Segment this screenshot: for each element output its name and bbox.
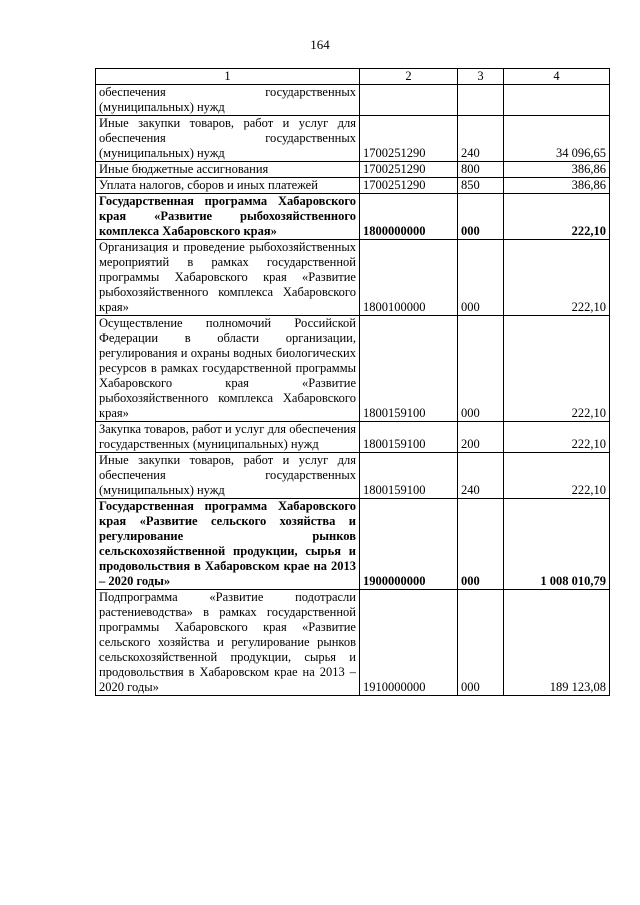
row-sum-cell: 386,86	[504, 162, 610, 178]
row-code-cell: 1800000000	[360, 194, 458, 240]
table-row	[96, 178, 610, 194]
row-type-cell: 000	[458, 499, 504, 590]
table-row	[96, 116, 610, 162]
header-col-2: 2	[360, 69, 458, 85]
row-type-cell: 000	[458, 240, 504, 316]
budget-table	[95, 68, 610, 696]
table-row	[96, 499, 610, 590]
row-code-cell: 1700251290	[360, 162, 458, 178]
row-sum-cell: 222,10	[504, 422, 610, 453]
row-code-cell: 1800159100	[360, 316, 458, 422]
table-row	[96, 194, 610, 240]
table-row	[96, 316, 610, 422]
row-name-cell: Организация и проведение рыбохозяйственных мероприятий в рамках государственной программы Хабаровского края «Развитие рыбохозяйственного комплекса Хабаровского края»	[96, 240, 360, 316]
row-code-cell: 1800100000	[360, 240, 458, 316]
row-name-cell: Закупка товаров, работ и услуг для обеспечения государственных (муниципальных) нужд	[96, 422, 360, 453]
header-col-4: 4	[504, 69, 610, 85]
row-sum-cell: 222,10	[504, 453, 610, 499]
row-code-cell	[360, 85, 458, 116]
row-code-cell: 1910000000	[360, 590, 458, 696]
row-name-cell: Подпрограмма «Развитие подотрасли растениеводства» в рамках государственной программы Хабаровского края «Развитие сельского хозяйства и регулирование рынков сельскохозяйственной продукции, сырья и продовольствия в Хабаровском крае на 2013 – 2020 годы»	[96, 590, 360, 696]
row-name-cell: Осуществление полномочий Российской Федерации в области организации, регулирования и охраны водных биологических ресурсов в рамках государственной программы Хабаровского края «Развитие рыбохозяйственного комплекса Хабаровского края»	[96, 316, 360, 422]
table-row	[96, 422, 610, 453]
row-name-cell: Государственная программа Хабаровского края «Развитие рыбохозяйственного комплекса Хабаровского края»	[96, 194, 360, 240]
row-type-cell: 000	[458, 194, 504, 240]
row-type-cell: 850	[458, 178, 504, 194]
row-sum-cell: 189 123,08	[504, 590, 610, 696]
row-type-cell: 000	[458, 590, 504, 696]
row-sum-cell: 222,10	[504, 194, 610, 240]
row-name-cell: обеспечения государственных (муниципальных) нужд	[96, 85, 360, 116]
row-name-cell: Государственная программа Хабаровского края «Развитие сельского хозяйства и регулирование рынков сельскохозяйственной продукции, сырья и продовольствия в Хабаровском крае на 2013 – 2020 годы»	[96, 499, 360, 590]
page-number: 164	[310, 37, 330, 52]
row-sum-cell	[504, 85, 610, 116]
row-type-cell	[458, 85, 504, 116]
row-type-cell: 200	[458, 422, 504, 453]
table-row	[96, 85, 610, 116]
row-type-cell: 800	[458, 162, 504, 178]
row-name-cell: Иные закупки товаров, работ и услуг для обеспечения государственных (муниципальных) нужд	[96, 116, 360, 162]
row-type-cell: 240	[458, 116, 504, 162]
header-col-3: 3	[458, 69, 504, 85]
header-col-1: 1	[96, 69, 360, 85]
row-code-cell: 1700251290	[360, 116, 458, 162]
table-row	[96, 162, 610, 178]
row-type-cell: 000	[458, 316, 504, 422]
row-code-cell: 1800159100	[360, 422, 458, 453]
row-sum-cell: 222,10	[504, 240, 610, 316]
row-type-cell: 240	[458, 453, 504, 499]
table-row	[96, 453, 610, 499]
row-sum-cell: 1 008 010,79	[504, 499, 610, 590]
row-sum-cell: 34 096,65	[504, 116, 610, 162]
row-name-cell: Уплата налогов, сборов и иных платежей	[96, 178, 360, 194]
row-sum-cell: 386,86	[504, 178, 610, 194]
table-row	[96, 240, 610, 316]
table-row	[96, 590, 610, 696]
row-name-cell: Иные закупки товаров, работ и услуг для обеспечения государственных (муниципальных) нужд	[96, 453, 360, 499]
row-code-cell: 1700251290	[360, 178, 458, 194]
row-sum-cell: 222,10	[504, 316, 610, 422]
row-name-cell: Иные бюджетные ассигнования	[96, 162, 360, 178]
row-code-cell: 1900000000	[360, 499, 458, 590]
table-header-row	[96, 69, 610, 85]
row-code-cell: 1800159100	[360, 453, 458, 499]
